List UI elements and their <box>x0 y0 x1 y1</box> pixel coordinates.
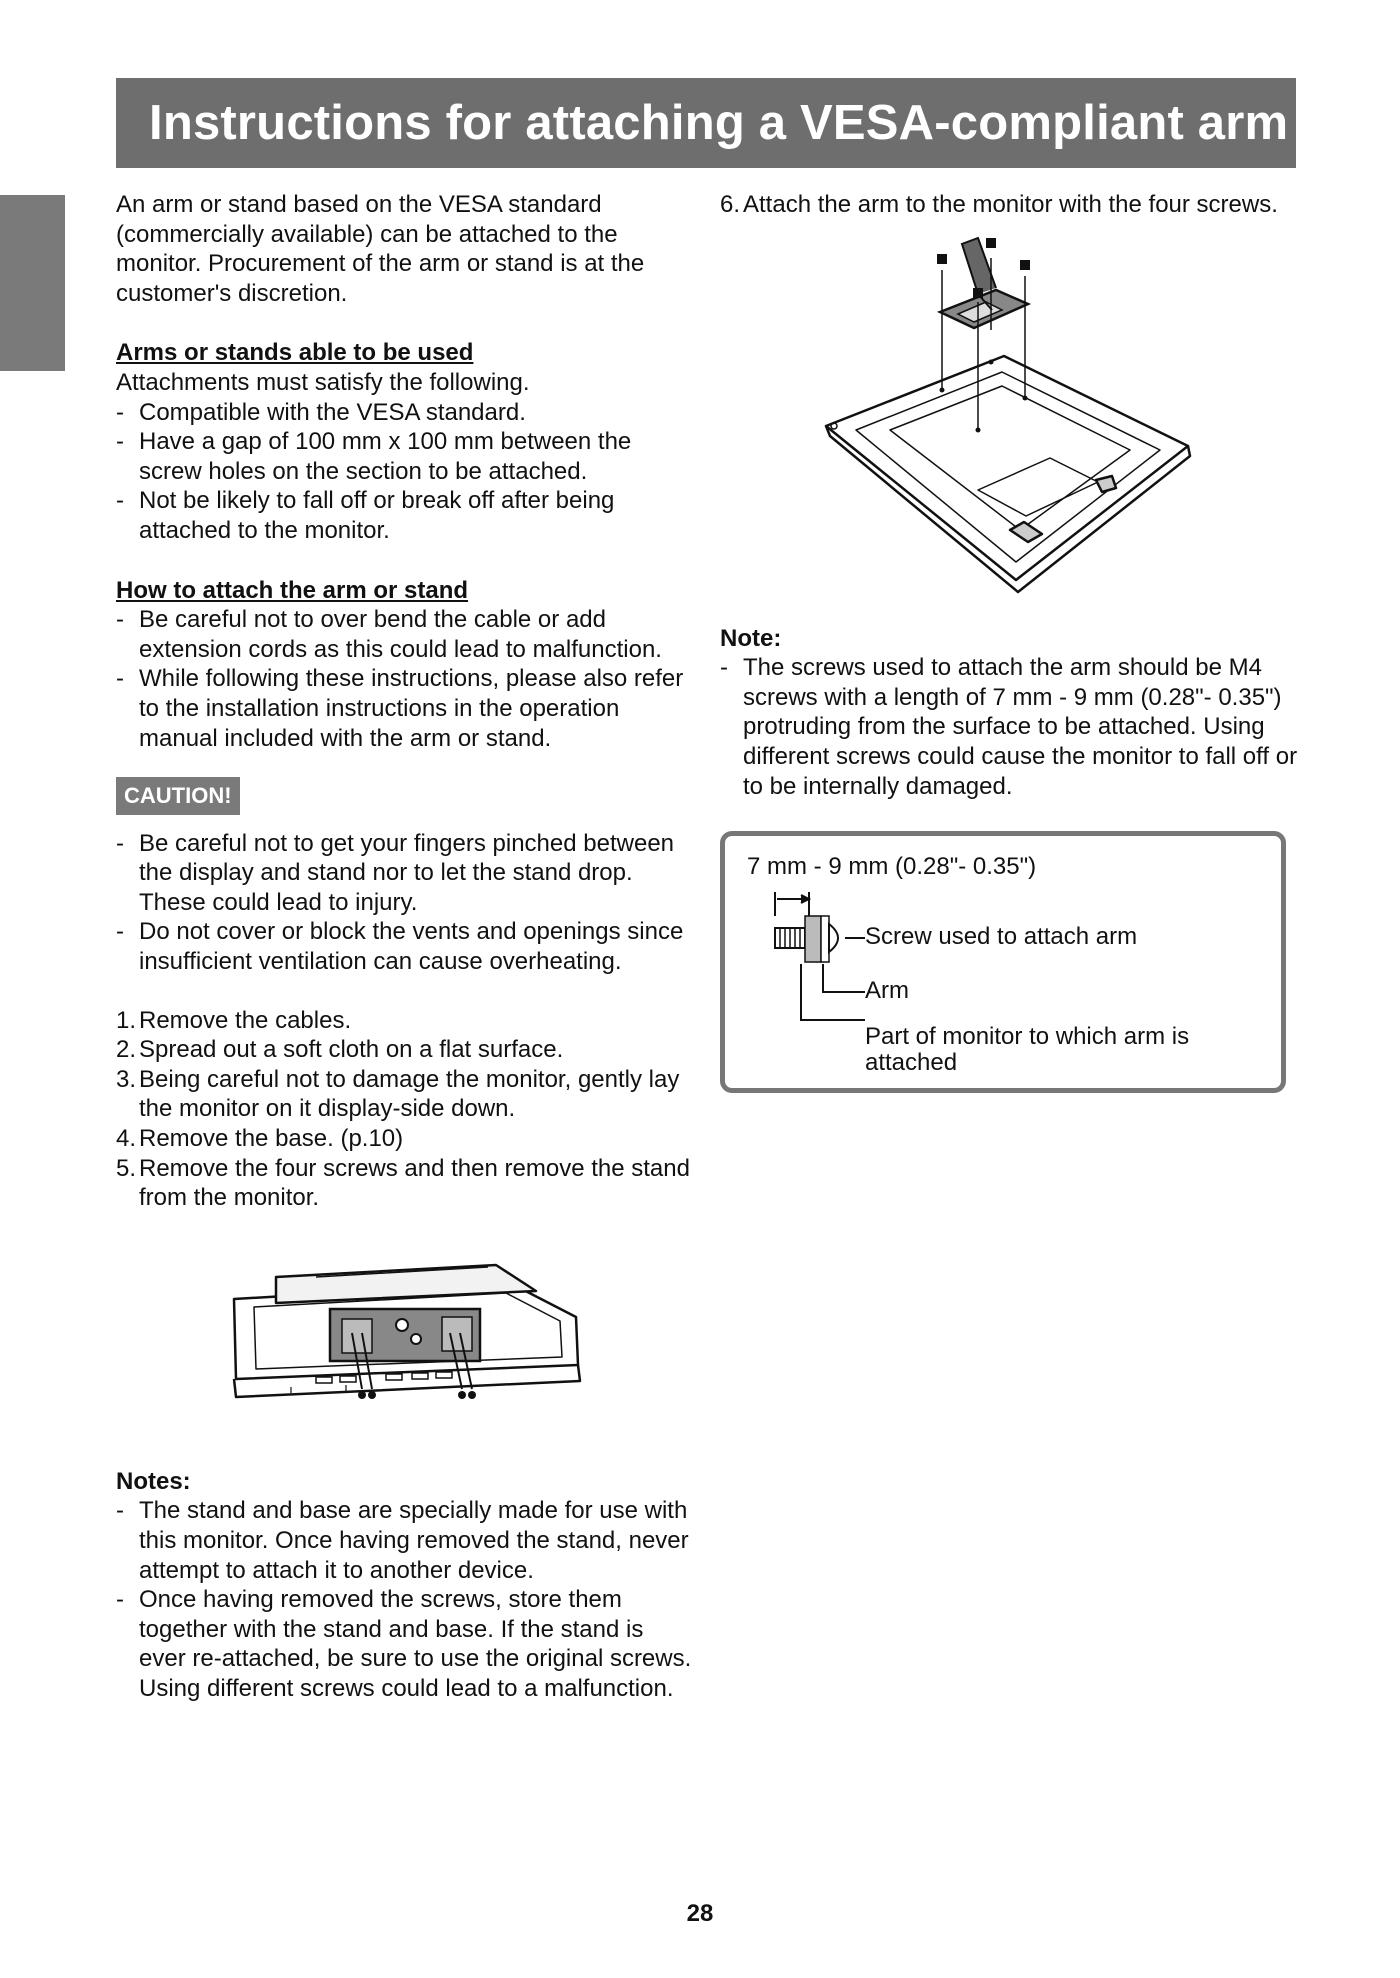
step-item: 2. Spread out a soft cloth on a flat surface. <box>116 1036 564 1064</box>
list-item: - The screws used to attach the arm should be M4 screws with a length of 7 mm - 9 mm (0.28"- 0.35") protruding from the surface to be attached. Using different screws could cause the monitor to fall off or to be internally damaged. <box>720 653 1310 801</box>
note-list <box>720 653 1310 801</box>
caution-list <box>116 829 696 977</box>
intro-paragraph: An arm or stand based on the VESA standard (commercially available) can be attached to the monitor. Procurement of the arm or stand is at the customer's discretion. <box>116 191 645 307</box>
how-heading: How to attach the arm or stand <box>116 576 469 604</box>
caution-badge: CAUTION! <box>116 777 240 815</box>
screw-label: Screw used to attach arm <box>865 923 1138 951</box>
notes-heading: Notes: <box>116 1467 191 1495</box>
list-item: - Be careful not to get your fingers pinched between the display and stand nor to let the stand drop. These could lead to injury. <box>116 829 696 918</box>
arms-list <box>116 398 696 546</box>
arms-lead: Attachments must satisfy the following. <box>116 368 530 396</box>
dimension-label: 7 mm - 9 mm (0.28"- 0.35") <box>747 853 1037 881</box>
note-heading: Note: <box>720 624 782 652</box>
list-item: - Do not cover or block the vents and openings since insufficient ventilation can cause overheating. <box>116 917 696 976</box>
list-item: - Not be likely to fall off or break off after being attached to the monitor. <box>116 486 696 545</box>
how-list <box>116 605 696 753</box>
list-item: - Have a gap of 100 mm x 100 mm between the screw holes on the section to be attached. <box>116 427 696 486</box>
steps-list <box>116 1006 696 1213</box>
arm-attachment-illustration <box>720 230 1310 610</box>
monitor-part-label: Part of monitor to which arm is attached <box>865 1023 1190 1077</box>
section-tab <box>0 195 65 371</box>
notes-list <box>116 1496 696 1703</box>
page-title: Instructions for attaching a VESA-compliant arm <box>116 78 1296 168</box>
step-item: 6. Attach the arm to the monitor with the four screws. <box>720 191 1278 218</box>
list-item: - The stand and base are specially made for use with this monitor. Once having removed the stand, never attempt to attach it to another device. <box>116 1496 696 1585</box>
step-item: 5. Remove the four screws and then remove the stand from the monitor. <box>116 1154 690 1212</box>
list-item: - Compatible with the VESA standard. <box>116 398 696 428</box>
step-item: 4. Remove the base. (p.10) <box>116 1125 404 1153</box>
stand-removal-illustration <box>116 1237 696 1457</box>
right-column <box>720 190 1310 1093</box>
list-item: - While following these instructions, please also refer to the installation instructions in the operation manual included with the arm or stand. <box>116 664 696 753</box>
arm-label: Arm <box>865 977 909 1005</box>
arms-heading: Arms or stands able to be used <box>116 339 474 367</box>
page-number: 28 <box>686 1900 714 1927</box>
step-item: 1. Remove the cables. <box>116 1006 352 1034</box>
list-item: - Once having removed the screws, store them together with the stand and base. If the stand is ever re-attached, be sure to use the original screws. Using different screws could lead to a malfunction. <box>116 1585 696 1703</box>
left-column <box>116 190 696 1704</box>
list-item: - Be careful not to over bend the cable or add extension cords as this could lead to malfunction. <box>116 605 696 664</box>
step-item: 3. Being careful not to damage the monitor, gently lay the monitor on it display-side down. <box>116 1065 680 1123</box>
screw-spec-box <box>720 831 1286 1093</box>
step6-list <box>720 190 1310 220</box>
